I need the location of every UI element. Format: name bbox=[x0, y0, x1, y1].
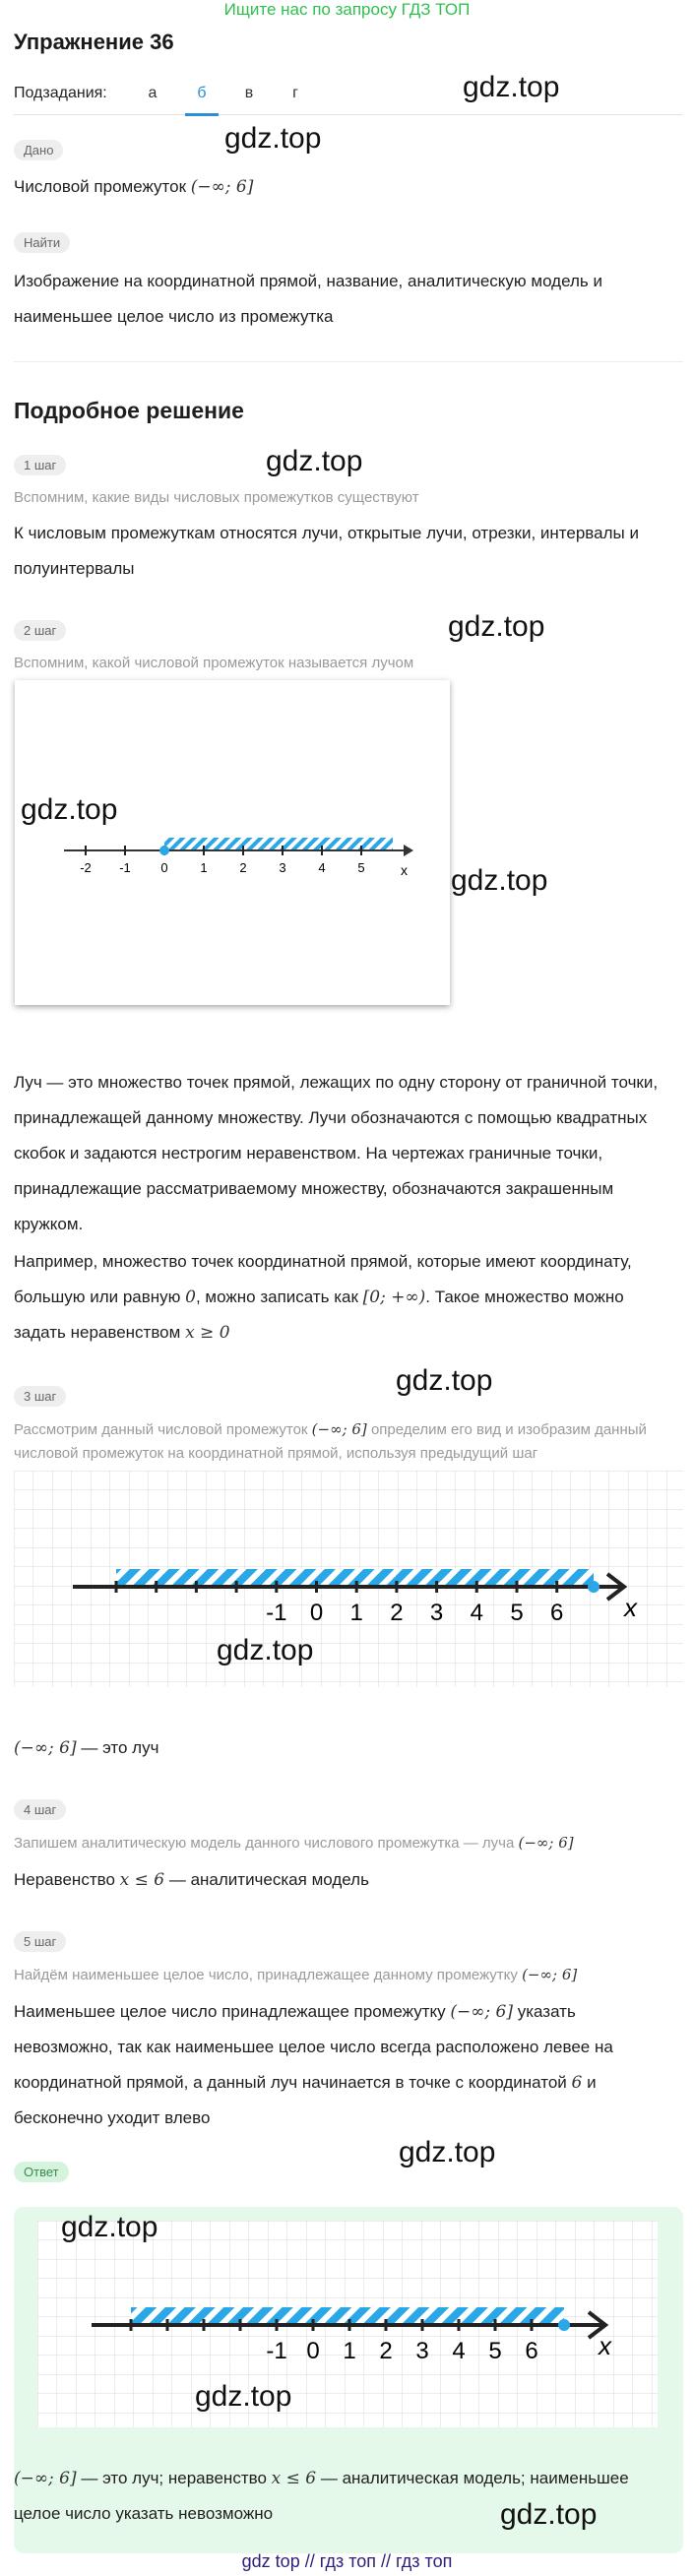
answer-diagram bbox=[37, 2221, 658, 2427]
given-pill: Дано bbox=[14, 140, 63, 160]
step3-hint-b: определим его вид и изобразим данный числовой промежуток на координатной прямой, используя предыдущий шаг bbox=[14, 1421, 647, 1462]
page-title: Упражнение 36 bbox=[14, 30, 174, 54]
tick-label: 3 bbox=[279, 860, 286, 875]
tick-label: 1 bbox=[200, 860, 208, 875]
tick-label: 0 bbox=[309, 1600, 324, 1626]
watermark: gdz.top bbox=[448, 610, 545, 643]
step3-interval: (−∞; 6] bbox=[311, 1420, 367, 1438]
tick-label: -1 bbox=[119, 860, 131, 875]
ray-diagram-card bbox=[15, 680, 450, 1005]
step4-pill: 4 шаг bbox=[14, 1799, 66, 1820]
axis-x-label: x bbox=[401, 862, 408, 878]
step5-text bbox=[14, 1994, 678, 2136]
tick-label: 5 bbox=[357, 860, 365, 875]
step4-text-b: — аналитическая модель bbox=[168, 1870, 369, 1889]
axis-arrow bbox=[404, 845, 413, 856]
step4-interval: (−∞; 6] bbox=[518, 1834, 574, 1852]
top-ad-banner[interactable]: Ищите нас по запросу ГДЗ ТОП bbox=[223, 0, 471, 19]
find-pill: Найти bbox=[14, 232, 70, 253]
subtasks-divider bbox=[14, 114, 683, 115]
step4-hint bbox=[14, 1831, 678, 1855]
tick-label: 2 bbox=[390, 1600, 404, 1626]
footer-links[interactable]: gdz top // гдз топ // гдз топ bbox=[241, 2551, 453, 2571]
step2-p2a: Например, множество точек координатной прямой, которые имеют координату, большую или равную bbox=[14, 1252, 632, 1306]
tick-label: 5 bbox=[488, 2338, 502, 2364]
solution-title: Подробное решение bbox=[14, 398, 244, 423]
answer-pill: Ответ bbox=[14, 2162, 69, 2182]
ray-conclusion bbox=[14, 1730, 158, 1766]
tick-label: 2 bbox=[239, 860, 247, 875]
ray-diagram bbox=[15, 680, 450, 1005]
step2-hint: Вспомним, какой числовой промежуток называется лучом bbox=[14, 655, 414, 671]
step5-text-a: Наименьшее целое число принадлежащее промежутку bbox=[14, 2002, 446, 2021]
tick-label: 2 bbox=[379, 2338, 393, 2364]
tick-label: 1 bbox=[349, 1600, 363, 1626]
step1-pill: 1 шаг bbox=[14, 455, 66, 475]
tick-label: 6 bbox=[525, 2338, 538, 2364]
watermark: gdz.top bbox=[266, 445, 363, 477]
tick-label: 4 bbox=[470, 1600, 483, 1626]
tick-label: 6 bbox=[550, 1600, 564, 1626]
ray-hatch bbox=[164, 838, 393, 850]
answer-text-b: — аналитическая модель; наименьшее целое число указать невозможно bbox=[14, 2469, 629, 2523]
step5-hint bbox=[14, 1963, 678, 1987]
find-text: Изображение на координатной прямой, название, аналитическую модель и наименьшее целое число из промежутка bbox=[14, 272, 602, 326]
step2-paragraph2 bbox=[14, 1244, 678, 1351]
tick-label: 4 bbox=[452, 2338, 466, 2364]
tick-label: 1 bbox=[343, 2338, 356, 2364]
answer-interval: (−∞; 6] bbox=[14, 2469, 77, 2488]
tick-label: 0 bbox=[160, 860, 168, 875]
step3-hint bbox=[14, 1417, 678, 1466]
step2-paragraph1: Луч — это множество точек прямой, лежащих по одну сторону от граничной точки, принадлежащей данному множеству. Лучи обозначаются с помощью квадратных скобок и задаются нестрогим неравенством. На чертежах граничные точки, принадлежащие рассматриваемому множеству, обозначаются закрашенным кружком. bbox=[14, 1073, 659, 1233]
step2-zero: 0 bbox=[185, 1288, 196, 1307]
step2-ineq: x ≥ 0 bbox=[185, 1323, 230, 1343]
watermark: gdz.top bbox=[21, 793, 118, 826]
given-text bbox=[14, 169, 253, 205]
tick-label: 0 bbox=[306, 2338, 320, 2364]
step3-pill: 3 шаг bbox=[14, 1386, 66, 1407]
step5-text-c: и бесконечно уходит влево bbox=[14, 2073, 597, 2127]
tick-label: 3 bbox=[415, 2338, 429, 2364]
interval-diagram bbox=[14, 1471, 683, 1687]
conclusion-interval: (−∞; 6] bbox=[14, 1738, 77, 1758]
step2-pill: 2 шаг bbox=[14, 620, 66, 641]
answer-ineq: x ≤ 6 bbox=[271, 2469, 317, 2488]
subtask-tab-g[interactable]: г bbox=[292, 85, 298, 101]
tick-label: 3 bbox=[429, 1600, 444, 1626]
conclusion-text: — это луч bbox=[81, 1738, 159, 1757]
ray-end-point bbox=[558, 2319, 570, 2331]
step2-interval: [0; +∞) bbox=[362, 1288, 426, 1307]
step4-ineq: x ≤ 6 bbox=[119, 1870, 165, 1890]
watermark: gdz.top bbox=[61, 2211, 158, 2243]
watermark: gdz.top bbox=[195, 2380, 292, 2413]
step1-text: К числовым промежуткам относятся лучи, открытые лучи, отрезки, интервалы и полуинтервалы bbox=[14, 524, 639, 578]
watermark: gdz.top bbox=[217, 1634, 314, 1666]
tick-label: 4 bbox=[318, 860, 326, 875]
watermark: gdz.top bbox=[396, 1364, 493, 1397]
step4-hint-a: Запишем аналитическую модель данного числового промежутка — луча bbox=[14, 1835, 515, 1852]
step1-hint: Вспомним, какие виды числовых промежутков существуют bbox=[14, 489, 419, 506]
step5-six: 6 bbox=[571, 2073, 583, 2093]
step4-text-a: Неравенство bbox=[14, 1870, 115, 1889]
answer-text-a: — это луч; неравенство bbox=[81, 2469, 267, 2487]
step5-hint-a: Найдём наименьшее целое число, принадлежащее данному промежутку bbox=[14, 1967, 518, 1983]
subtasks-label: Подзадания: bbox=[14, 85, 107, 101]
step5-pill: 5 шаг bbox=[14, 1931, 66, 1952]
step2-p2b: , можно записать как bbox=[195, 1288, 358, 1306]
subtask-active-indicator bbox=[185, 113, 219, 116]
watermark: gdz.top bbox=[451, 864, 548, 897]
tick-label: -2 bbox=[80, 860, 92, 875]
given-formula: (−∞; 6] bbox=[190, 177, 254, 197]
subtask-tab-a[interactable]: а bbox=[148, 85, 158, 101]
step5-text-interval: (−∞; 6] bbox=[450, 2002, 513, 2022]
subtask-tab-b[interactable]: б bbox=[197, 85, 207, 101]
tick-label: -1 bbox=[266, 2338, 287, 2364]
subtask-tab-v[interactable]: в bbox=[244, 85, 254, 101]
watermark: gdz.top bbox=[399, 2136, 496, 2168]
watermark: gdz.top bbox=[224, 122, 322, 155]
step2-p2c: . Такое множество можно задать неравенством bbox=[14, 1288, 624, 1342]
step4-text bbox=[14, 1862, 369, 1898]
step5-text-b: указать невозможно, так как наименьшее целое число всегда расположено левее на координатной прямой, а данный луч начинается в точке с координатой bbox=[14, 2002, 613, 2092]
axis-x-label: x bbox=[624, 1593, 637, 1622]
watermark: gdz.top bbox=[463, 71, 560, 103]
tick-label: 5 bbox=[510, 1600, 524, 1626]
step3-hint-a: Рассмотрим данный числовой промежуток bbox=[14, 1421, 308, 1438]
watermark: gdz.top bbox=[500, 2498, 598, 2531]
step5-interval: (−∞; 6] bbox=[522, 1966, 578, 1983]
tick-label: -1 bbox=[266, 1600, 287, 1626]
ray-end-point bbox=[588, 1581, 599, 1593]
given-label: Числовой промежуток bbox=[14, 177, 187, 196]
axis-x-label: x bbox=[599, 2331, 611, 2360]
ray-start-point bbox=[159, 846, 169, 855]
section-divider bbox=[14, 361, 683, 362]
